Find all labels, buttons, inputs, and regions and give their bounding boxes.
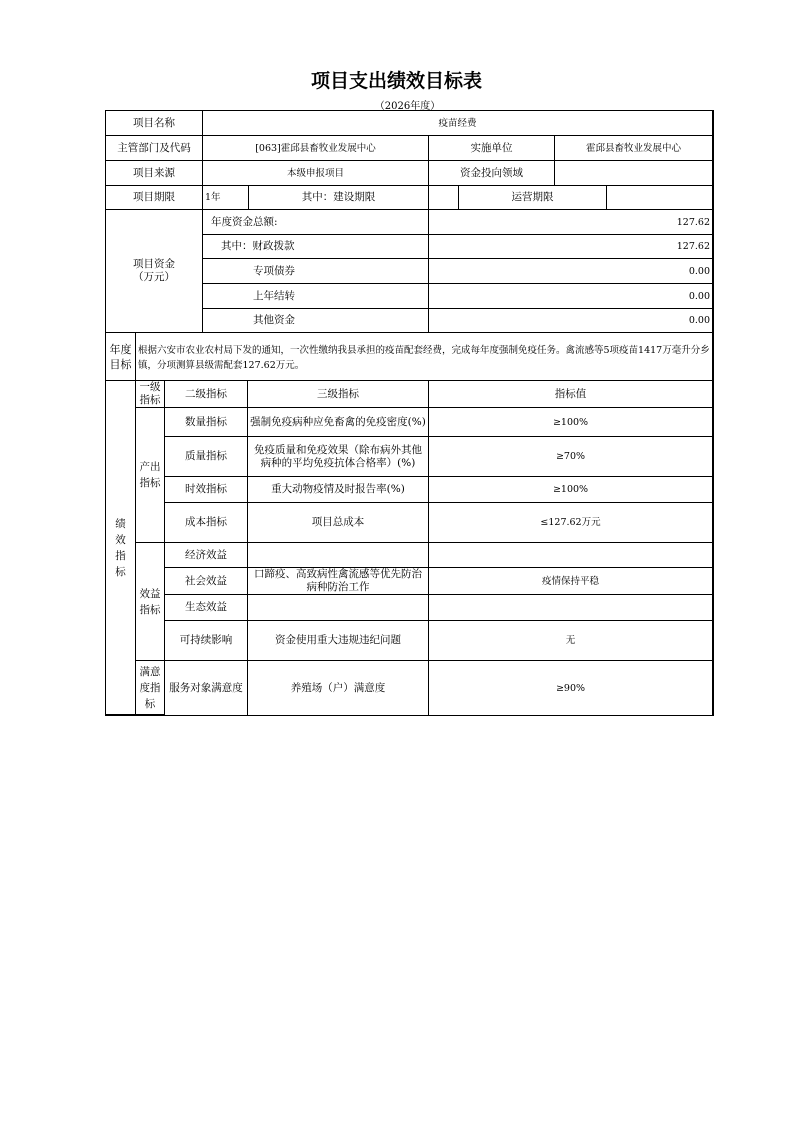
group-satisfaction: 满意 度指 标 — [135, 660, 165, 715]
project-name: 疫苗经费 — [202, 110, 713, 136]
row-5-v: 疫情保持平稳 — [428, 567, 713, 595]
row-2-l3: 重大动物疫情及时报告率(%) — [247, 476, 429, 503]
header-l3: 三级指标 — [247, 380, 429, 408]
row-8-l3: 养殖场（户）满意度 — [247, 660, 429, 716]
funds-label: 项目资金 （万元） — [105, 209, 203, 333]
impl: 霍邱县畜牧业发展中心 — [554, 135, 713, 161]
row-0-l3: 强制免疫病种应免畜禽的免疫密度(%) — [247, 407, 429, 437]
perf-label: 绩 效 指 标 — [105, 380, 136, 715]
goal-label: 年度 目标 — [105, 332, 136, 381]
goal: 根据六安市农业农村局下发的通知，一次性缴纳我县承担的疫苗配套经费，完成每年度强制免疫任务。禽流感等5项疫苗1417万毫升分乡镇，分项测算县级需配套127.62万元。 — [135, 332, 713, 381]
year-label: （2026年度） — [374, 101, 441, 112]
source-label: 项目来源 — [105, 160, 203, 186]
funds-value-4: 0.00 — [428, 308, 713, 333]
row-3-l2: 成本指标 — [164, 502, 248, 543]
build — [428, 185, 459, 210]
row-6-l3 — [247, 594, 429, 621]
funds-label-1: 其中：财政拨款 — [202, 234, 429, 259]
row-0-v: ≥100% — [428, 407, 713, 437]
funds-label-3: 上年结转 — [202, 283, 429, 309]
row-3-l3: 项目总成本 — [247, 502, 429, 543]
row-2-v: ≥100% — [428, 476, 713, 503]
invest-label: 资金投向领域 — [428, 160, 555, 186]
row-4-l2: 经济效益 — [164, 542, 248, 568]
period: 1年 — [202, 185, 249, 210]
funds-value-0: 127.62 — [428, 209, 713, 235]
funds-label-0: 年度资金总额: — [202, 209, 429, 235]
row-1-l2: 质量指标 — [164, 436, 248, 477]
group-output: 产出 指标 — [135, 407, 165, 543]
row-7-l2: 可持续影响 — [164, 620, 248, 661]
source: 本级申报项目 — [202, 160, 429, 186]
dept-label: 主管部门及代码 — [105, 135, 203, 161]
row-2-l2: 时效指标 — [164, 476, 248, 503]
funds-value-2: 0.00 — [428, 258, 713, 284]
funds-value-3: 0.00 — [428, 283, 713, 309]
row-1-l3: 免疫质量和免疫效果（除布病外其他病种的平均免疫抗体合格率）(%) — [247, 436, 429, 477]
build-label: 其中：建设期限 — [248, 185, 429, 210]
header-l2: 二级指标 — [164, 380, 248, 408]
impl-label: 实施单位 — [428, 135, 555, 161]
funds-value-1: 127.62 — [428, 234, 713, 259]
row-8-l2: 服务对象满意度 — [164, 660, 248, 716]
funds-label-4: 其他资金 — [202, 308, 429, 333]
invest — [554, 160, 713, 186]
header-l1: 一级 指标 — [135, 380, 165, 408]
operate-label: 运营期限 — [458, 185, 607, 210]
project-name-label: 项目名称 — [105, 110, 203, 136]
header-value: 指标值 — [428, 380, 713, 408]
row-3-v: ≤127.62万元 — [428, 502, 713, 543]
row-1-v: ≥70% — [428, 436, 713, 477]
funds-label-2: 专项债券 — [202, 258, 429, 284]
row-6-v — [428, 594, 713, 621]
row-5-l3: 口蹄疫、高致病性禽流感等优先防治病种防治工作 — [247, 567, 429, 595]
row-4-l3 — [247, 542, 429, 568]
operate — [606, 185, 713, 210]
period-label: 项目期限 — [105, 185, 203, 210]
dept: [063]霍邱县畜牧业发展中心 — [202, 135, 429, 161]
row-6-l2: 生态效益 — [164, 594, 248, 621]
group-benefit: 效益 指标 — [135, 542, 165, 661]
row-7-v: 无 — [428, 620, 713, 661]
row-4-v — [428, 542, 713, 568]
row-0-l2: 数量指标 — [164, 407, 248, 437]
row-5-l2: 社会效益 — [164, 567, 248, 595]
row-7-l3: 资金使用重大违规违纪问题 — [247, 620, 429, 661]
row-8-v: ≥90% — [428, 660, 713, 716]
page-title: 项目支出绩效目标表 — [310, 70, 482, 92]
